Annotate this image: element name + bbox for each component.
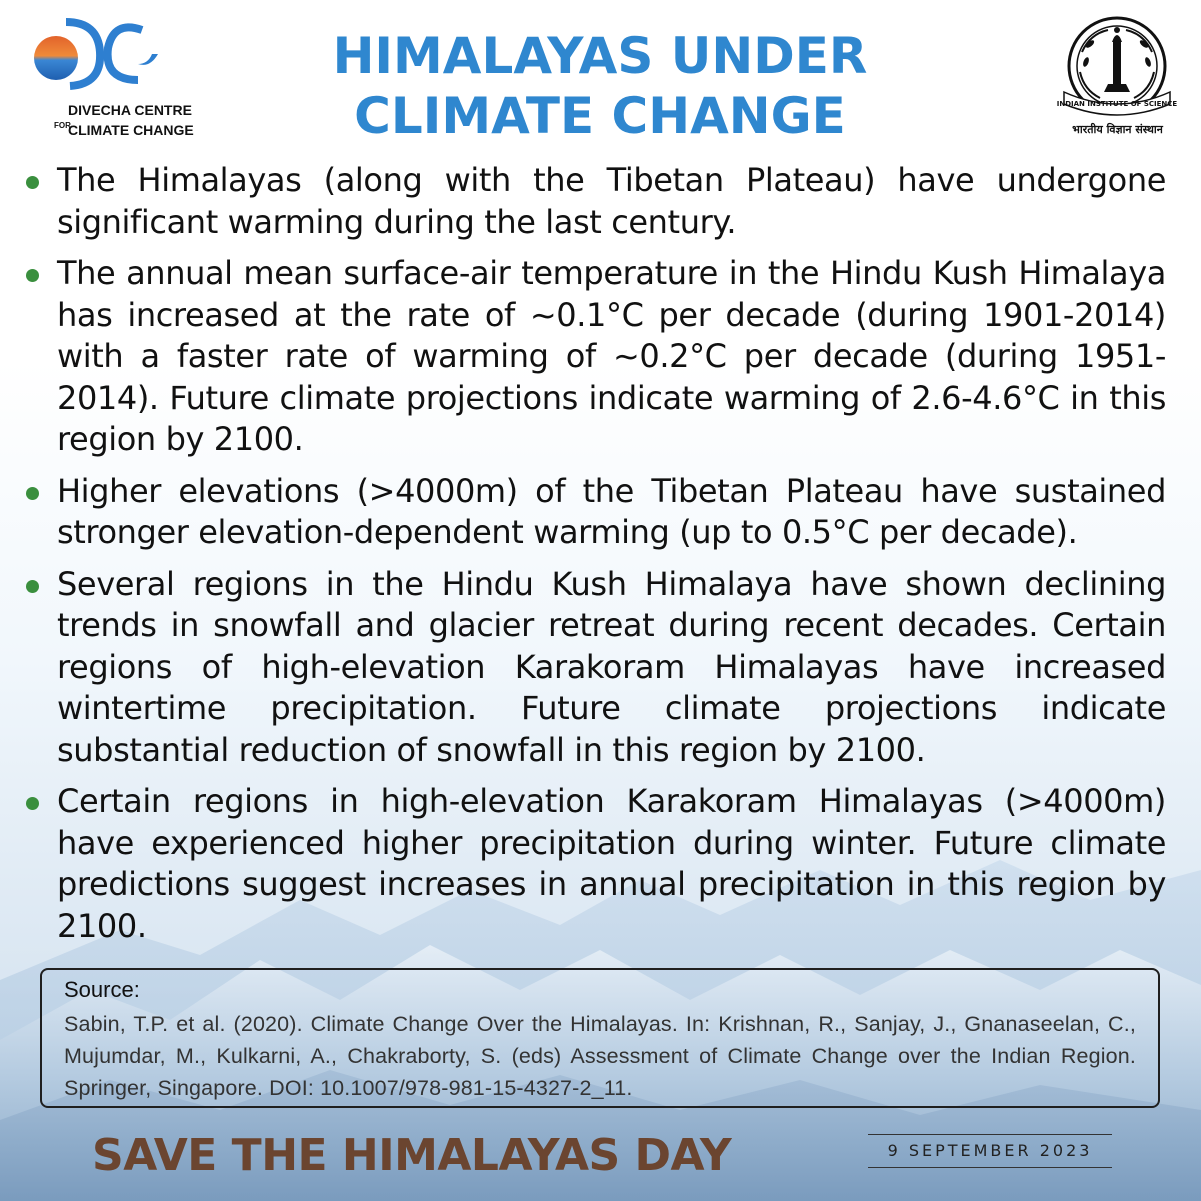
indian-institute-of-science-emblem-icon: [1050, 12, 1185, 120]
bullet-dot-icon: [26, 487, 39, 500]
title-line2: CLIMATE CHANGE: [354, 87, 846, 145]
bullet-dot-icon: [26, 797, 39, 810]
footer-title: SAVE THE HIMALAYAS DAY: [92, 1130, 732, 1181]
logo-line2: CLIMATE CHANGE: [68, 122, 194, 138]
bullet-text: Several regions in the Hindu Kush Himalaya have shown declining trends in snowfall and glacier retreat during recent decades. Certain regions of high-elevation Karakoram Himalayas have increased wintertime precipitation. Future climate projections indicate substantial reduction of snowfall in this region by 2100.: [57, 564, 1166, 769]
logo-for: FOR: [54, 121, 71, 130]
bullet-text: The Himalayas (along with the Tibetan Plateau) have undergone significant warming during the last century.: [57, 161, 1166, 241]
list-item: [26, 781, 1166, 947]
source-heading: Source:: [64, 977, 140, 1002]
bullet-dot-icon: [26, 580, 39, 593]
iisc-logo: [1050, 12, 1185, 142]
bullet-text: The annual mean surface-air temperature in the Hindu Kush Himalaya has increased at the rate of ~0.1°C per decade (during 1901-2014) with a faster rate of warming of ~0.2°C per decade (during 1951-2014). Future climate projections indicate warming of 2.6-4.6°C in this region by 2100.: [57, 254, 1166, 458]
page-title: [240, 26, 960, 146]
iisc-ring-text: INDIAN INSTITUTE OF SCIENCE: [1056, 100, 1178, 108]
source-citation: Sabin, T.P. et al. (2020). Climate Change Over the Himalayas. In: Krishnan, R., Sanjay, J., Gnanaseelan, C., Mujumdar, M., Kulkarni, A., Chakraborty, S. (eds) Assessment of Climate Change over the Indian Region. Springer, Singapore. DOI: 10.1007/978-981-15-4327-2_11.: [64, 1012, 1136, 1100]
title-line1: HIMALAYAS UNDER: [332, 27, 868, 85]
iisc-subtitle: भारतीय विज्ञान संस्थान: [1072, 123, 1163, 136]
list-item: [26, 471, 1166, 554]
list-item: [26, 564, 1166, 772]
list-item: [26, 160, 1166, 243]
bullet-text: Certain regions in high-elevation Karakoram Himalayas (>4000m) have experienced higher precipitation during winter. Future climate predictions suggest increases in annual precipitation in this region by 2100.: [57, 782, 1166, 945]
divecha-centre-logo-icon: [30, 14, 170, 94]
bullet-list: [26, 160, 1166, 957]
list-item: [26, 253, 1166, 461]
bullet-text: Higher elevations (>4000m) of the Tibetan Plateau have sustained stronger elevation-dependent warming (up to 0.5°C per decade).: [57, 471, 1166, 551]
bullet-dot-icon: [26, 269, 39, 282]
footer-date: 9 SEPTEMBER 2023: [868, 1134, 1112, 1168]
bullet-dot-icon: [26, 176, 39, 189]
source-box: [40, 968, 1160, 1108]
logo-line1: DIVECHA CENTRE: [68, 102, 192, 118]
divecha-centre-logo: [28, 14, 194, 144]
